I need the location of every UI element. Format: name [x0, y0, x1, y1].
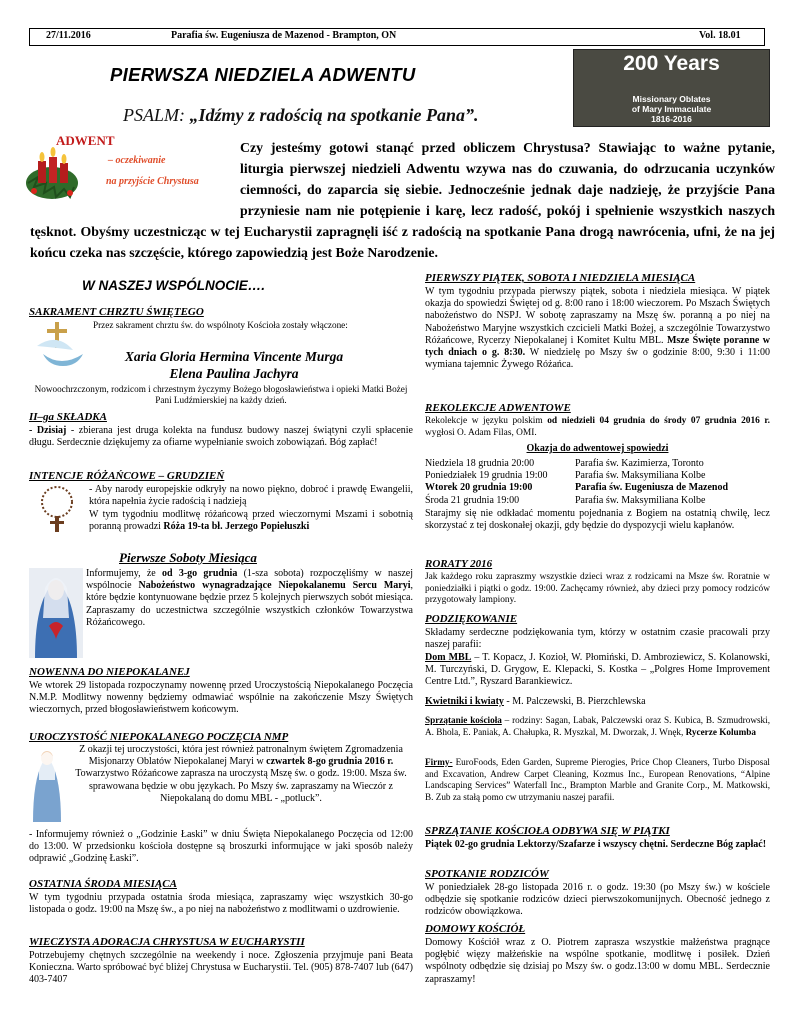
rosary-leaders-text: W tym tygodniu modlitwę różańcową przed wieczornymi Mszami i sobotnią poranną prowadzi	[89, 509, 413, 533]
retreat-b1: od niedzieli 04 grudnia do środy 07 grudnia 2016 r.	[547, 416, 770, 426]
immaculate-t1: Z okazji tej uroczystości, która jest również patronalnym świętem Zgromadzenia Misjonarzy Oblatów Niepokalanej Maryi w	[79, 744, 403, 768]
grace-hour-text: - Informujemy również o „Godzinie Łaski” w dniu Święta Niepokalanego Poczęcia od 12:00 do 13:00. W przedsionku kościoła dostępne są broszurki informujące w jaki sposób należy odprawić „Godzinę Łaski”.	[29, 829, 413, 865]
roraty-text: Jak każdego roku zapraszmy wszystkie dzieci wraz z rodzicami na Msze św. Roratnie w poniedziałki i piątki o godz. 19:00. Zachęcamy również, aby dzieci przy pomocy rodziców przygotowały lampiony.	[425, 572, 770, 605]
thanks-heading: PODZIĘKOWANIE	[425, 613, 518, 625]
confession-where: Parafia św. Kazimierza, Toronto	[575, 458, 704, 469]
adoration-heading: WIECZYSTA ADORACJA CHRYSTUSA W EUCHARYSTII	[29, 936, 305, 948]
confession-when: Niedziela 18 grudnia 20:00	[425, 458, 535, 469]
saturdays-text	[86, 568, 413, 629]
thanks-cleaning-bold: Rycerze Kolumba	[685, 726, 756, 737]
immaculate-b1: czwartek 8-go grudnia 2016 r.	[266, 756, 394, 768]
baptism-heading: SAKRAMENT CHRZTU ŚWIĘTEGO	[29, 306, 204, 318]
home-church-heading: DOMOWY KOŚCIÓŁ	[425, 923, 526, 935]
thanks-dom-mbl	[425, 652, 770, 689]
parents-text: W poniedziałek 28-go listopada 2016 r. o godz. 19:30 (po Mszy św.) w kościele odbędzie się spotkanie rodziców dzieci pierwszokomunijnych. Obecność jednego z rodziców obowiązkowa.	[425, 882, 770, 918]
psalm-line	[123, 105, 583, 126]
saturdays-t1: Informujemy, że	[86, 568, 163, 579]
mary-statue-image	[29, 744, 65, 822]
confession-row-highlight	[425, 482, 770, 494]
saturdays-t2: (1-sza sobota) rozpoczęliśmy w naszej wspólnocie	[86, 568, 413, 592]
thanks-cleaning-names: – rodziny: Sagan, Labak, Palczewski oraz S. Kubica, B. Szmudrowski, A. Bhola, E. Paniak, A. Chałupka, R. Myszkal, M. Dworzak, J. Wnęk,	[425, 715, 770, 737]
thanks-firms-names: EuroFoods, Eden Garden, Supreme Pierogies, Price Chop Cleaners, Turbo Disposal and Excavation, Andrew Carpet Cleaning, Kozmus Inc., European Renovations, “Alpine Landscaping Services” Waterfall Inc., Brampton Marble and Granite Corp., M. Matkowski, B. Zub za stałą pomo cw utrzymaniu naszej parafii.	[425, 757, 770, 802]
confession-when: Wtorek 20 grudnia 19:00	[425, 482, 533, 494]
logo-line-3: of Mary Immaculate	[631, 104, 712, 114]
baptism-lead: Przez sakrament chrztu św. do wspólnoty Kościoła zostały włączone:	[93, 320, 348, 330]
oblates-200-years-logo	[573, 49, 770, 127]
confession-where: Parafia św. Maksymiliana Kolbe	[575, 494, 706, 506]
advent-caption-1: – oczekiwanie	[108, 155, 166, 166]
cleaning-heading: SPRZĄTANIE KOŚCIOŁA ODBYWA SIĘ W PIĄTKI	[425, 825, 670, 837]
psalm-text: „Idźmy z radością na spotkanie Pana”.	[185, 105, 479, 125]
thanks-flowers-label: Kwietniki i kwiaty	[425, 696, 504, 707]
retreat-text	[425, 416, 770, 439]
advent-candles-image	[24, 131, 236, 207]
immaculate-text	[69, 744, 413, 805]
saturdays-heading: Pierwsze Soboty Miesiąca	[119, 550, 257, 565]
first-friday-text	[425, 286, 770, 371]
bulletin-header	[29, 28, 765, 46]
confession-heading: Okazja do adwentowej spowiedzi	[526, 443, 669, 454]
baptism-wish: Nowoochrzczonym, rodzicom i chrzestnym życzymy Bożego błogosławieństwa i opieki Matki Bożej Pani Ludźmierskiej na każdy dzień.	[34, 384, 408, 405]
wednesday-text: W tym tygodniu przypada ostatnia środa miesiąca, zapraszamy więc wszystkich 30-go listopada o godz. 19:00 na Mszę św., a po niej na nabożeństwo z modlitwami o uzdrowienie.	[29, 892, 413, 916]
rosary-leaders	[89, 509, 413, 533]
thanks-cleaning-label: Sprzątanie kościoła	[425, 715, 502, 725]
logo-line-1: 200 Years	[623, 52, 720, 75]
thanks-dom-names: – T. Kopacz, J. Kozioł, W. Płomiński, D. Ambroziewicz, S. Kolanowski, M. Turczyński, D. Grygow, E. Klepacki, S. Kostka – „Polgres Home Improvement Centre Ltd.”, Ryszard Barankiewicz.	[425, 652, 770, 688]
page-title: PIERWSZA NIEDZIELA ADWENTU	[110, 64, 416, 85]
novena-text: We wtorek 29 listopada rozpoczynamy nowennę przed Uroczystością Niepokalanego Poczęcia N.M.P. Modlitwy nowenny będziemy odmawiać wspólnie na zakończenie Mszy Świętych wieczornych, przed błogosławieństwem końcowym.	[29, 680, 413, 716]
rosary-icon	[33, 484, 81, 534]
confession-row	[425, 470, 770, 482]
immaculate-heading: UROCZYSTOŚĆ NIEPOKALANEGO POCZĘCIA NMP	[29, 731, 289, 743]
wednesday-heading: OSTATNIA ŚRODA MIESIĄCA	[29, 878, 177, 890]
thanks-flowers-names: - M. Palczewski, B. Pierzchlewska	[503, 696, 646, 707]
intro-text: Czy jesteśmy gotowi stanąć przed obliczem Chrystusa? Stawiając to ważne pytanie, liturgia pierwszej niedzieli Adwentu wzywa nas do czuwania, do odrzucania uczynków ciemności, do zaparcia się siebie. Jednocześnie jednak daje nadzieję, że przyjście Pana przyniesie nam nie potępienie i karę, lecz radość, pokój i spełnienie wszystkich naszych tęsknot. Obyśmy uczestnicząc w tej Eucharystii zapragnęli iść z radością na spotkanie Pana drogą nawrócenia, ufni, że na jej końcu czeka nas szczęście, którego zapowiedzią jest Boże Narodzenie.	[30, 140, 775, 260]
thanks-cleaning	[425, 715, 770, 738]
confession-when: Środa 21 grudnia 19:00	[425, 494, 520, 506]
logo-line-4: 1816-2016	[651, 114, 692, 124]
confession-where: Parafia św. Maksymiliana Kolbe	[575, 470, 706, 482]
psalm-label: PSALM:	[123, 105, 185, 125]
collection-text	[29, 425, 413, 449]
first-friday-body-2: W niedzielę po Mszy św o godzinie 8:00, 9:30 i 11:00 wymiana tajemnic Żywego Różańca.	[425, 347, 771, 371]
parents-heading: SPOTKANIE RODZICÓW	[425, 868, 549, 880]
rosary-heading: INTENCJE RÓŻAŃCOWE – GRUDZIEŃ	[29, 470, 225, 482]
baptism-name-1: Xaria Gloria Hermina Vincente Murga	[124, 349, 344, 364]
collection-label: - Dzisiaj	[29, 425, 67, 436]
home-church-text: Domowy Kościół wraz z O. Piotrem zaprasza wszystkie małżeństwa pragnące pogłębić więzy małżeńskie na wspólne spotkanie, modlitwę i posiłek. Dzień wspólnoty odbędzie się dzisiaj po Mszy św. o godz.13:00 w domu MBL. Serdecznie zapraszamy!	[425, 937, 770, 985]
retreat-heading: REKOLEKCJE ADWENTOWE	[425, 402, 571, 414]
left-column	[29, 300, 413, 1020]
rosary-leaders-bold: Róża 19-ta bł. Jerzego Popiełuszki	[163, 521, 310, 533]
collection-body: - zbierana jest druga kolekta na fundusz budowy naszej świątyni czyli spłacenie długu. Serdecznie dziękujemy za ofiarne wypełnianie swoich zobowiązań. Bóg zapłać!	[29, 425, 413, 449]
confession-row	[425, 495, 770, 507]
first-friday-body: W tym tygodniu przypada pierwszy piątek, sobota i niedziela miesiąca. W piątek okazja do spowiedzi Świętej od g. 8:00 rano i 18:00 wieczorem. Po Mszach Świętych nabożeństwo do NSPJ. W sobotę zapraszamy na Mszę św. poranną a po niej na Nabożeństwo Maryjne wszystkich czcicieli Matki Bożej, a szczególnie Towarzystwo Różańcowe, Rycerzy Niepokalanej i Komitet Kultu MBL.	[425, 286, 770, 346]
saturdays-t3: , które będzie kontynuowane będzie przez 5 kolejnych pierwszych sobót miesiąca. Zapraszamy do uczestnictwa szczególnie wszystkich członków Towarzystwa Różańcowego.	[86, 580, 414, 628]
roraty-heading: RORATY 2016	[425, 558, 493, 570]
right-column	[425, 268, 770, 1020]
logo-line-2: Missionary Oblates	[632, 94, 711, 104]
confession-row	[425, 458, 770, 470]
confession-when: Poniedziałek 19 grudnia 19:00	[425, 470, 548, 482]
first-friday-bold: Msze Święte poranne w tych dniach o g. 8:30.	[425, 334, 771, 359]
saturdays-b2: Nabożeństwo wynagradzające Niepokalanemu Sercu Maryi	[138, 580, 411, 592]
retreat-t2: wygłosi O. Adam Filas, OMI.	[425, 427, 537, 438]
thanks-flowers	[425, 696, 770, 708]
advent-word: ADWENT	[56, 133, 115, 148]
advent-caption-2: na przyjście Chrystusa	[106, 176, 199, 187]
header-date: 27/11.2016	[46, 30, 91, 41]
thanks-firms-label: Firmy-	[425, 757, 453, 767]
header-parish: Parafia św. Eugeniusza de Mazenod - Brampton, ON	[171, 30, 397, 41]
thanks-text: Składamy serdeczne podziękowania tym, którzy w ostatnim czasie pracowali przy naszej parafii:	[425, 627, 770, 651]
immaculate-t2: Towarzystwo Różańcowe zaprasza na uroczystą Mszę św. o godz. 19:00. Msza św. sprawowana będzie w obu językach. Po Mszy św. zapraszamy na Wieczór z Niepokalaną do domu MBL - „potluck”.	[75, 768, 407, 804]
retreat-t1: Rekolekcje w języku polskim	[425, 416, 548, 426]
baptism-name-2: Elena Paulina Jachyra	[169, 366, 299, 381]
cleaning-text: Piątek 02-go grudnia Lektorzy/Szafarze i wszyscy chętni. Serdeczne Bóg zapłać!	[425, 839, 767, 850]
thanks-firms	[425, 757, 770, 803]
community-heading: W NASZEJ WSPÓLNOCIE….	[82, 278, 266, 293]
adoration-text: Potrzebujemy chętnych szczególnie na weekendy i noce. Zgłoszenia przyjmuje pani Beata Konieczna. Warto spróbować być bliżej Chrystusa w Eucharystii. Tel. (905) 878-7407 lub (647) 403-7407	[29, 950, 413, 986]
novena-heading: NOWENNA DO NIEPOKALANEJ	[29, 666, 190, 678]
confession-list	[425, 458, 770, 507]
thanks-dom-label: Dom MBL	[425, 652, 472, 663]
immaculate-heart-image	[29, 568, 83, 658]
confession-note: Starajmy się nie odkładać momentu pojednania z Bogiem na ostatnią chwilę, lecz skorzystać z tej doskonałej okazji, gdy będzie do dyspozycji wielu kapłanów.	[425, 508, 770, 532]
confession-where: Parafia św. Eugeniusza de Mazenod	[575, 482, 729, 494]
header-volume: Vol. 18.01	[699, 30, 741, 41]
rosary-intention: - Aby narody europejskie odkryły na nowo piękno, dobroć i prawdę Ewangelii, która napełnia życie radością i nadzieją	[89, 484, 413, 508]
first-friday-heading: PIERWSZY PIĄTEK, SOBOTA I NIEDZIELA MIESIĄCA	[425, 272, 696, 284]
collection-heading: II–ga SKŁADKA	[29, 411, 107, 423]
saturdays-b1: od 3-go grudnia	[162, 568, 238, 579]
